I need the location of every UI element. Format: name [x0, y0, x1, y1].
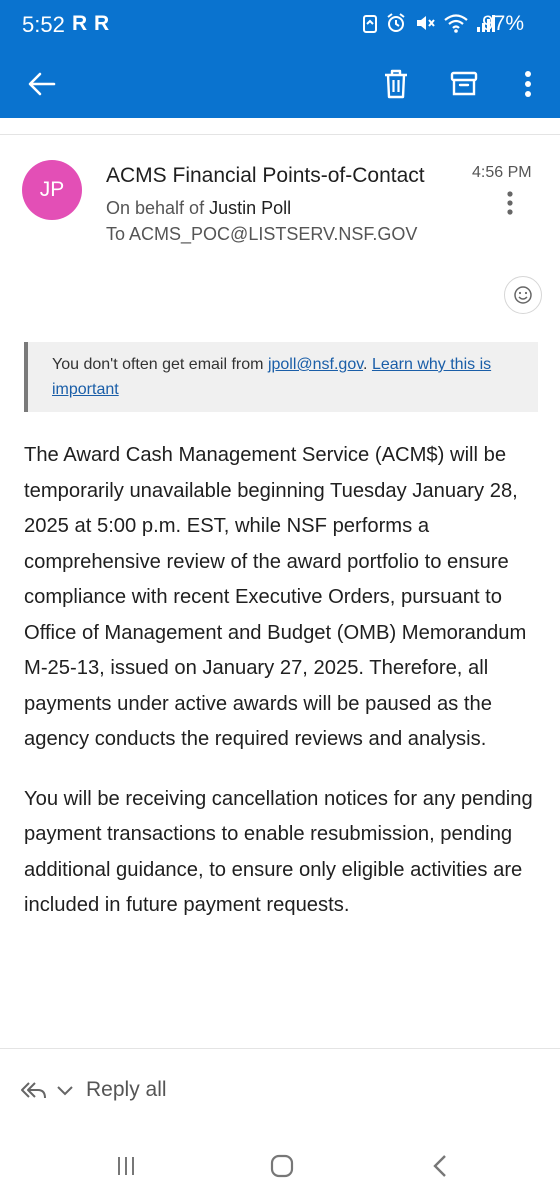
- notification-r-icon: R: [94, 12, 110, 35]
- on-behalf-prefix: On behalf of: [106, 198, 205, 218]
- app-bar: [0, 52, 560, 118]
- status-time: 5:52: [22, 12, 65, 37]
- avatar-initials: JP: [39, 178, 65, 201]
- status-icons: [362, 12, 496, 34]
- learn-why-link[interactable]: Learn why this is important: [52, 356, 492, 398]
- more-options-button[interactable]: [508, 60, 548, 108]
- body-paragraph: The Award Cash Management Service (ACM$) will be temporarily unavailable beginning Tuesday January 28, 2025 at 5:00 p.m. EST, while NSF performs a comprehensive review of the award portfolio to ensure compliance with recent Executive Orders, pursuant to Office of Management and Budget (OMB) Memorandum M-25-13, issued on January 27, 2025. Therefore, all payments under active awards will be paused as the agency conducts the required reviews and analysis.: [24, 444, 527, 750]
- notice-email-link[interactable]: jpoll@nsf.gov: [267, 356, 364, 373]
- recipient-address[interactable]: ACMS_POC@LISTSERV.NSF.GOV: [129, 224, 418, 244]
- home-icon: [269, 1153, 295, 1179]
- notice-text: You don't often get email from: [52, 356, 264, 373]
- recipient-line: [106, 224, 417, 245]
- reply-all-button[interactable]: [18, 1066, 167, 1114]
- archive-button[interactable]: [440, 60, 488, 108]
- recipient-prefix: To: [106, 224, 126, 244]
- reply-all-label: Reply all: [86, 1078, 167, 1101]
- home-button[interactable]: [262, 1148, 302, 1184]
- body-paragraph: You will be receiving cancellation notices for any pending payment transactions to enable resubmission, pending additional guidance, to ensure only eligible activities are included in future payment requests.: [24, 787, 533, 916]
- message-more-button[interactable]: [498, 188, 522, 218]
- delete-button[interactable]: [372, 60, 420, 108]
- divider: [0, 134, 560, 135]
- mute-icon: [414, 12, 436, 34]
- archive-icon: [449, 69, 479, 99]
- divider: [0, 1048, 560, 1049]
- message-body: [24, 438, 544, 948]
- battery-percent: 97%: [482, 12, 525, 35]
- recents-button[interactable]: [106, 1148, 146, 1184]
- back-arrow-icon: [26, 68, 58, 100]
- alarm-icon: [385, 12, 407, 34]
- back-button[interactable]: [18, 60, 66, 108]
- sender-name[interactable]: ACMS Financial Points-of-Contact: [106, 164, 425, 187]
- smiley-icon: [513, 285, 533, 305]
- wifi-icon: [443, 12, 469, 34]
- recents-icon: [114, 1154, 138, 1178]
- system-nav-bar: [0, 1136, 560, 1200]
- sender-notice-banner: [24, 342, 538, 412]
- reaction-button[interactable]: [504, 276, 542, 314]
- back-icon: [430, 1153, 450, 1179]
- more-vertical-icon: [507, 191, 513, 215]
- chevron-down-icon[interactable]: [54, 1079, 76, 1101]
- on-behalf-line: [106, 198, 291, 219]
- more-vertical-icon: [524, 70, 532, 98]
- sync-icon: [362, 12, 378, 34]
- status-bar: [0, 0, 560, 52]
- nav-back-button[interactable]: [420, 1148, 460, 1184]
- notice-separator: .: [363, 356, 368, 373]
- message-time: 4:56 PM: [472, 164, 532, 181]
- on-behalf-name[interactable]: Justin Poll: [209, 198, 292, 218]
- avatar[interactable]: [22, 160, 82, 220]
- notification-r-icon: R: [72, 12, 88, 35]
- trash-icon: [381, 68, 411, 100]
- reply-all-icon: [18, 1078, 48, 1102]
